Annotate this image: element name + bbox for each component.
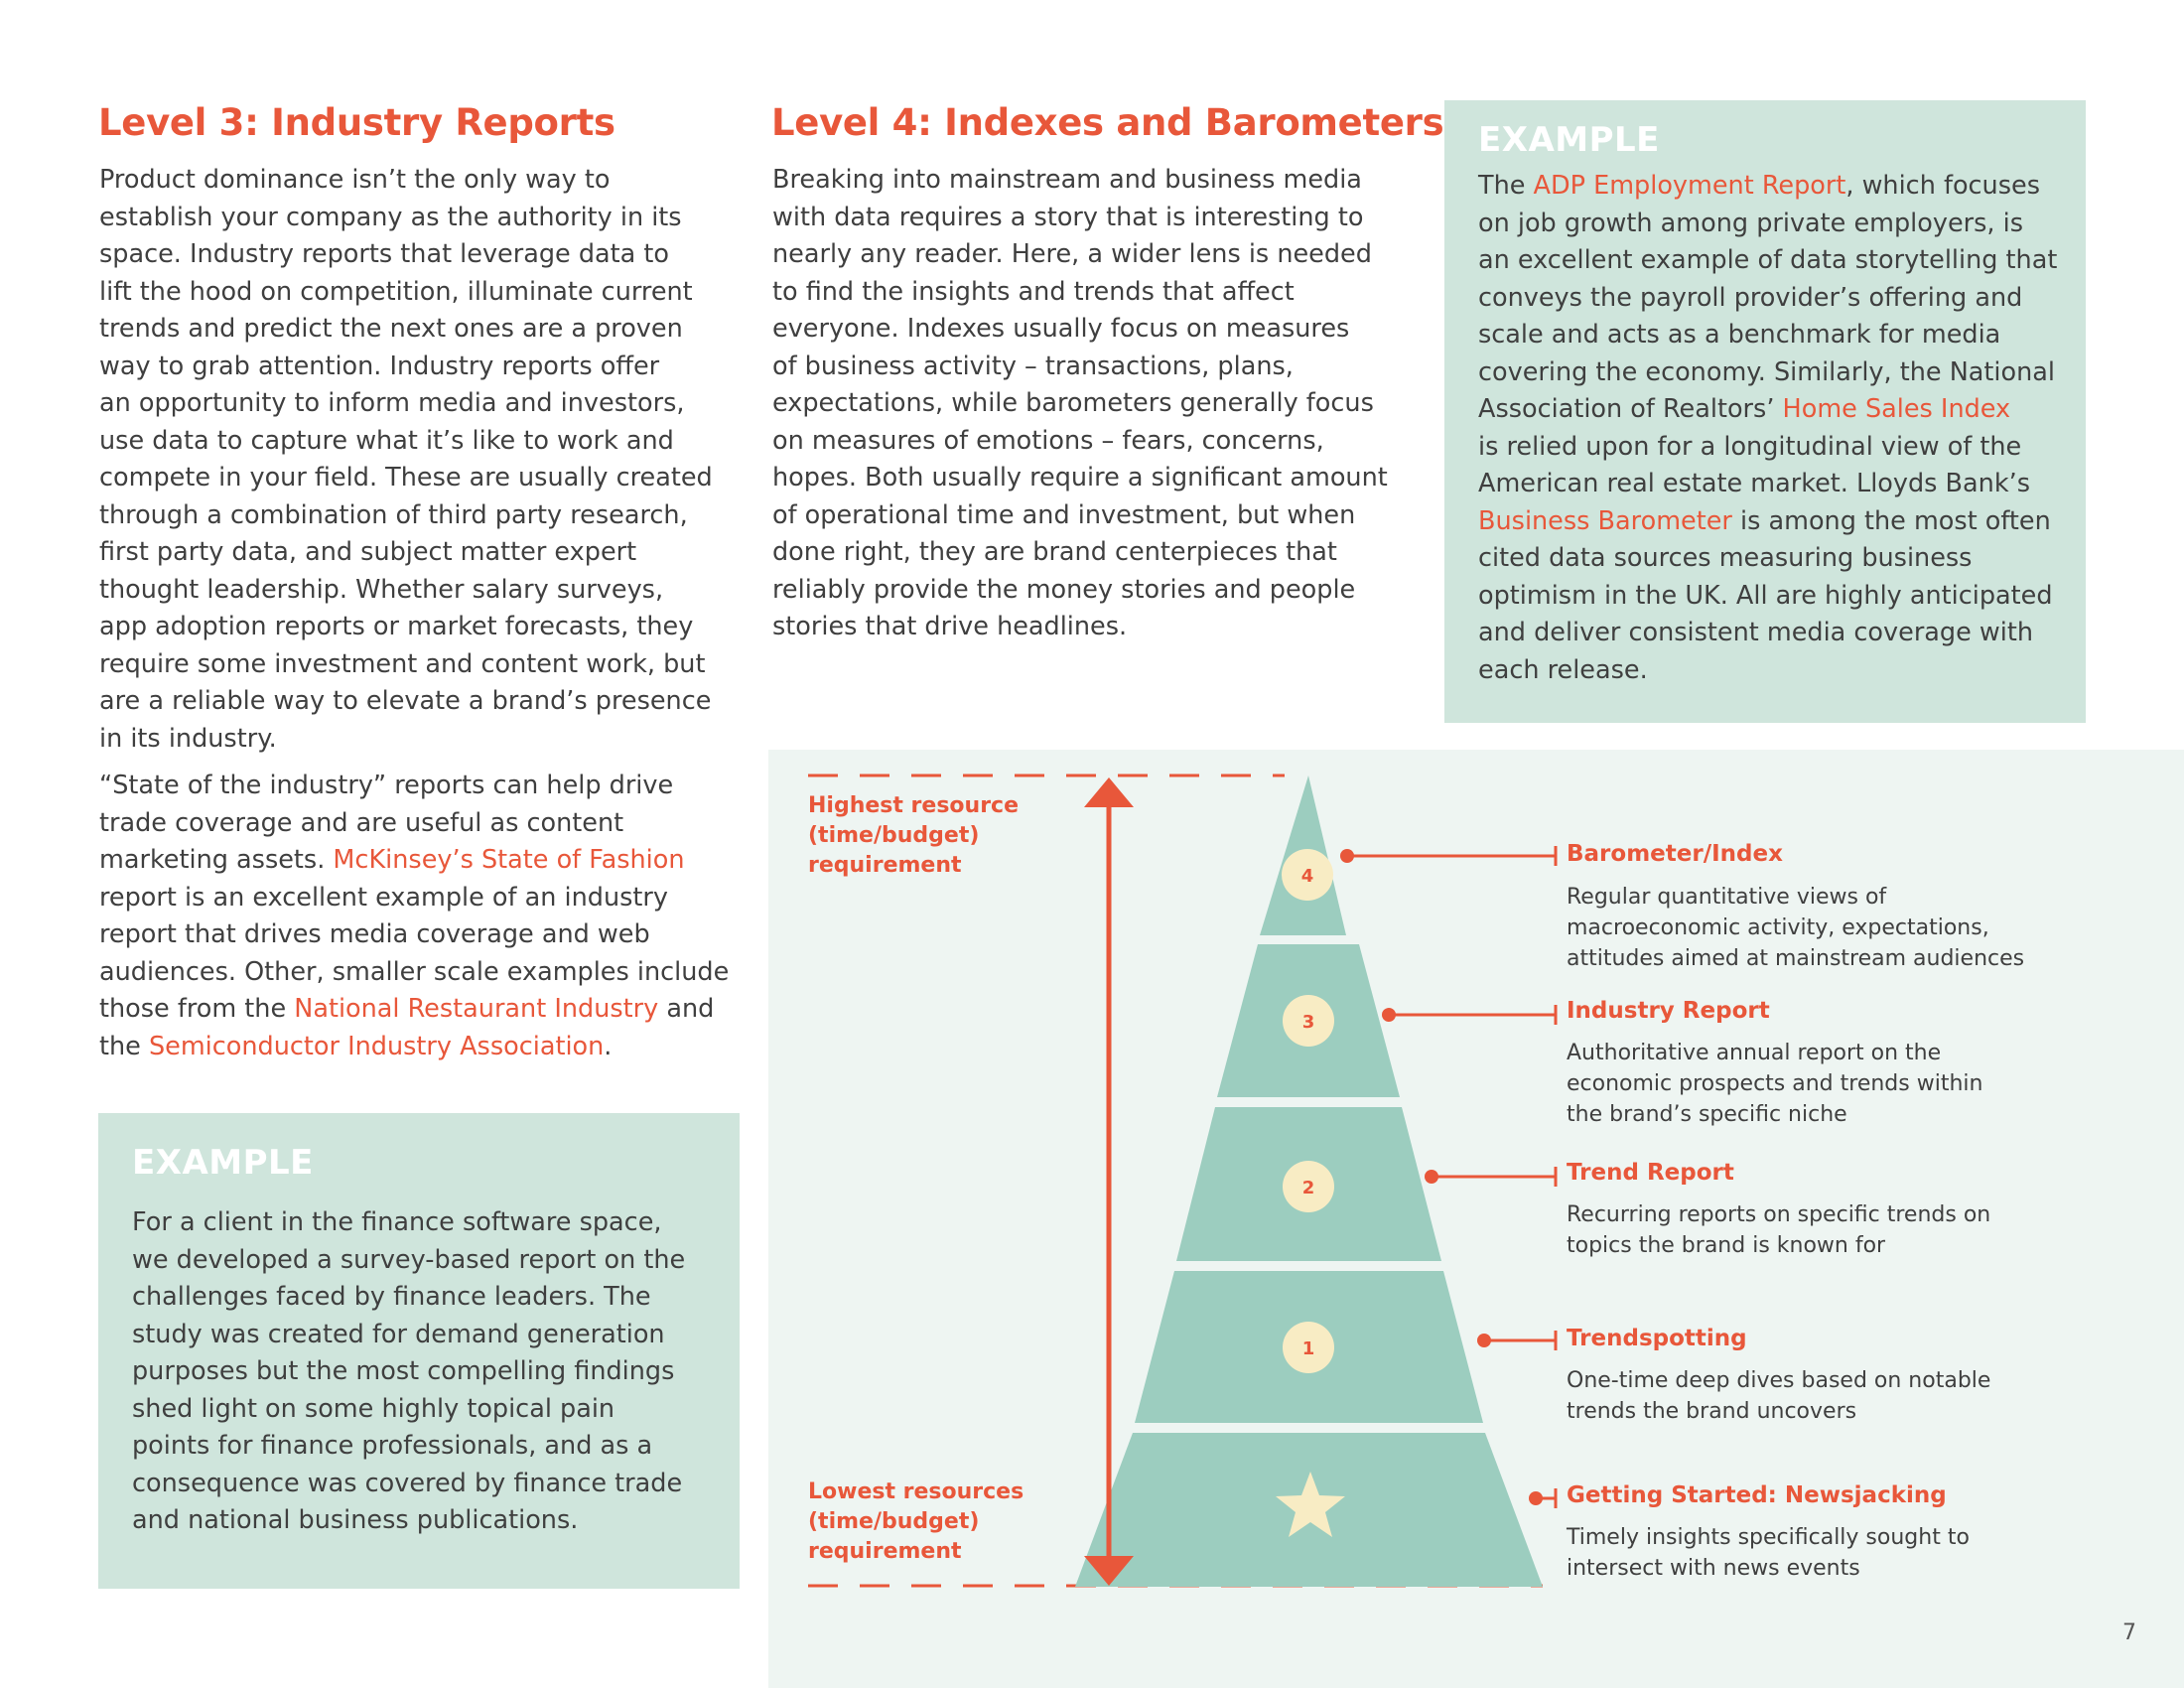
text-line: way to grab attention. Industry reports offer [99,351,660,381]
home-sales-index-link[interactable]: Home Sales Index [1782,394,2011,424]
connector-level-3 [1382,1005,1556,1025]
semiconductor-industry-association-link[interactable]: Semiconductor Industry Association [148,1031,605,1061]
text-line: and deliver consistent media coverage with [1478,618,2034,647]
text-line: Breaking into mainstream and business media [772,165,1362,195]
text-line: challenges faced by finance leaders. The [132,1282,651,1312]
level-2-title: Trend Report [1567,1160,1734,1186]
text-line: of business activity – transactions, plans, [772,351,1294,381]
level3-heading: Level 3: Industry Reports [98,101,615,144]
level-4-marker-label: 4 [1300,866,1314,887]
text-line: For a client in the finance software space, [132,1207,662,1237]
example-right-text [1478,168,2079,689]
text-line: thought leadership. Whether salary surveys, [99,574,664,605]
highest-resource-label: Highest resource (time/budget) requirement [808,793,1020,878]
text-line: “State of the industry” reports can help drive [99,771,674,800]
text-line: is relied upon for a longitudinal view of the [1478,431,2022,462]
example-left-text [132,1204,728,1540]
text-line: The ADP Employment Report, which focuses [1478,171,2040,201]
text-line: establish your company as the authority in its [99,202,682,232]
text-line: with data requires a story that is interesting to [772,202,1364,232]
level-3-title: Industry Report [1567,998,1770,1024]
text-line: points for finance professionals, and as a [132,1431,653,1461]
text-line: report that drives media coverage and web [99,919,650,949]
level-2-description: Recurring reports on specific trends on topics the brand is known for [1567,1202,1991,1258]
text-line: an excellent example of data storytelling that [1478,245,2058,275]
text-line: Business Barometer is among the most often [1478,505,2051,536]
text-line: purposes but the most compelling findings [132,1356,675,1386]
text-line: cited data sources measuring business [1478,543,1973,573]
text-line: trends and predict the next ones are a proven [99,314,683,344]
pyramid-diagram-panel [768,750,2184,1688]
text-line: space. Industry reports that leverage data to [99,239,669,269]
text-line: each release. [1478,654,1648,685]
text-line: trade coverage and are useful as content [99,807,624,838]
text-line: marketing assets. McKinsey’s State of Fashion [99,845,685,875]
business-barometer-link[interactable]: Business Barometer [1478,505,1732,536]
text-line: shed light on some highly topical pain [132,1393,615,1424]
level-1-marker-label: 1 [1301,1338,1315,1359]
text-line: consequence was covered by finance trade [132,1468,683,1498]
text-line: conveys the payroll provider’s offering and [1478,282,2023,313]
text-line: are a reliable way to elevate a brand’s presence [99,686,712,716]
level3-paragraph-2 [99,768,745,1065]
example-box-left [98,1113,740,1589]
level-4-title: Barometer/Index [1567,841,1783,867]
national-restaurant-industry-link[interactable]: National Restaurant Industry [294,994,659,1024]
text-line: stories that drive headlines. [772,612,1128,641]
text-line: scale and acts as a benchmark for media [1478,320,2001,350]
text-line: we developed a survey-based report on the [132,1244,686,1275]
adp-employment-report-link[interactable]: ADP Employment Report [1533,171,1846,201]
text-line: hopes. Both usually require a significant amount [772,463,1388,492]
text-line: use data to capture what it’s like to work and [99,425,674,456]
resource-arrow-head-up [1084,777,1134,807]
text-line: first party data, and subject matter expert [99,537,637,567]
level-1-description: One-time deep dives based on notable trends the brand uncovers [1567,1368,1991,1424]
text-line: study was created for demand generation [132,1319,665,1349]
text-line: nearly any reader. Here, a wider lens is needed [772,239,1372,269]
connector-level-2 [1425,1167,1556,1187]
level-3-description: Authoritative annual report on the economic prospects and trends within the brand’s specific niche [1567,1041,1983,1127]
text-line: and national business publications. [132,1505,579,1535]
example-box-title: EXAMPLE [132,1143,314,1183]
text-line: lift the hood on competition, illuminate current [99,276,693,307]
text-line: covering the economy. Similarly, the National [1478,356,2055,387]
text-line: of operational time and investment, but when [772,499,1356,530]
text-line: app adoption reports or market forecasts, they [99,612,694,641]
text-line: on measures of emotions – fears, concerns, [772,425,1324,456]
connector-level-4 [1340,846,1556,866]
level-base-description: Timely insights specifically sought to intersect with news events [1567,1525,1970,1581]
text-line: require some investment and content work, but [99,648,706,679]
level3-paragraph-1 [99,162,735,758]
text-line: optimism in the UK. All are highly anticipated [1478,580,2053,611]
text-line: everyone. Indexes usually focus on measures [772,314,1350,344]
example-box-right [1444,100,2086,723]
level-2-marker-label: 2 [1301,1178,1315,1198]
text-line: Association of Realtors’ Home Sales Index [1478,394,2011,424]
connector-level-1 [1477,1331,1556,1350]
text-line: to find the insights and trends that affect [772,276,1295,307]
text-line: Product dominance isn’t the only way to [99,165,611,195]
text-line: American real estate market. Lloyds Bank’s [1478,469,2030,498]
text-line: an opportunity to inform media and investors, [99,388,685,418]
mckinsey-state-of-fashion-link[interactable]: McKinsey’s State of Fashion [333,845,685,875]
text-line: the Semiconductor Industry Association. [99,1031,613,1061]
text-line: compete in your field. These are usually created [99,463,713,492]
text-line: through a combination of third party research, [99,499,688,530]
example-box-title: EXAMPLE [1478,120,1660,160]
level-3-marker-label: 3 [1301,1012,1315,1033]
text-line: expectations, while barometers generally focus [772,388,1374,418]
lowest-resource-label: Lowest resources (time/budget) requirement [808,1479,1024,1564]
connector-level-base [1529,1488,1556,1508]
page-number: 7 [2122,1620,2136,1645]
level4-paragraph [772,162,1428,646]
level-4-description: Regular quantitative views of macroeconomic activity, expectations, attitudes aimed at mainstream audiences [1567,885,2025,971]
text-line: audiences. Other, smaller scale examples include [99,956,730,987]
text-line: reliably provide the money stories and people [772,574,1356,605]
level-1-title: Trendspotting [1567,1326,1747,1351]
text-line: those from the National Restaurant Industry and [99,994,715,1024]
text-line: on job growth among private employers, is [1478,208,2023,238]
text-line: report is an excellent example of an industry [99,882,668,913]
text-line: in its industry. [99,723,277,754]
level4-heading: Level 4: Indexes and Barometers [771,101,1444,144]
text-line: done right, they are brand centerpieces that [772,537,1337,567]
level-base-title: Getting Started: Newsjacking [1567,1482,1947,1508]
